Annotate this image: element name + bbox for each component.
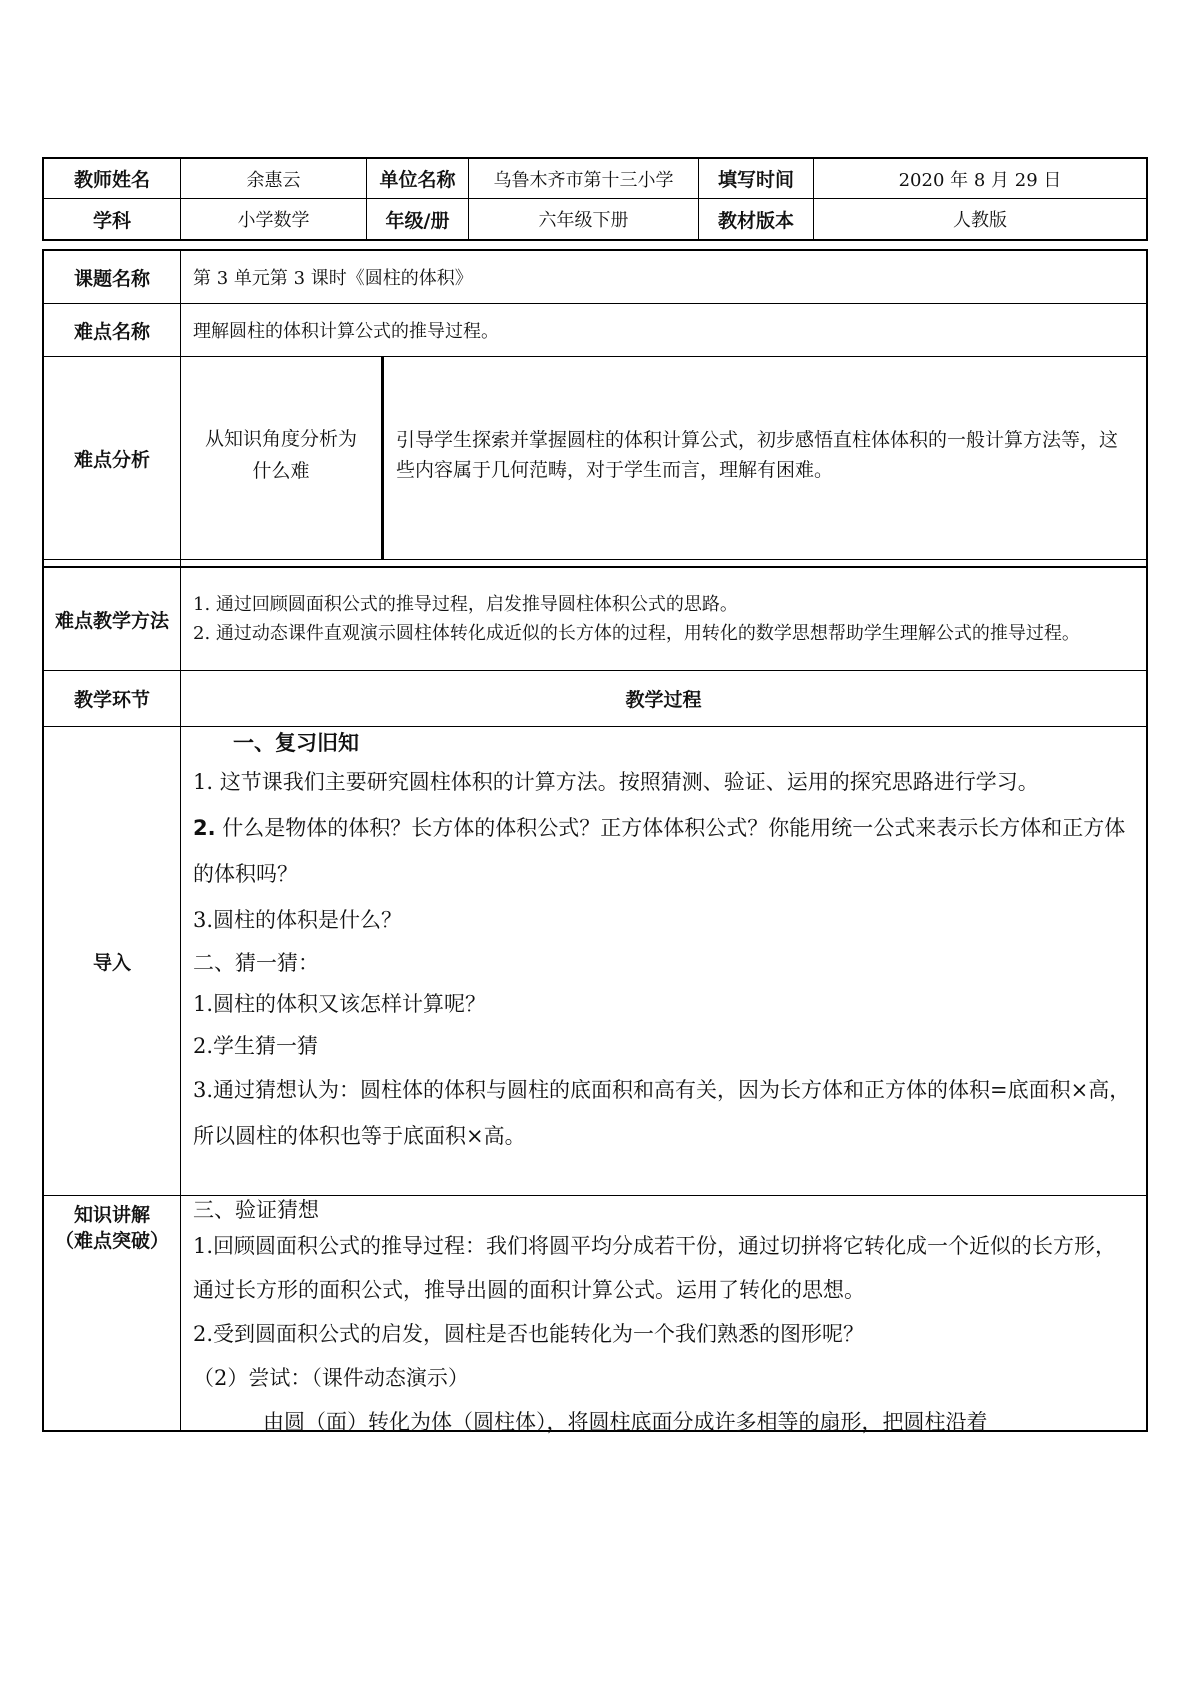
explain-heading: 三、验证猜想: [193, 1198, 319, 1222]
method-line-2: 2. 通过动态课件直观演示圆柱体转化成近似的长方体的过程，用转化的数学思想帮助学生理解公式的推导过程。: [193, 623, 1080, 644]
analysis-sub-label-cell: [181, 357, 384, 559]
intro-paragraph-2-number: 2.: [193, 816, 216, 840]
grade-value: 六年级下册: [469, 199, 699, 239]
intro-content: [181, 727, 1146, 1195]
analysis-row: [44, 357, 1146, 560]
grade-label: 年级/册: [367, 199, 469, 239]
fill-date-label: 填写时间: [699, 159, 814, 198]
separator-row: [44, 560, 1146, 568]
explain-paragraph-1: 1.回顾圆面积公式的推导过程：我们将圆平均分成若干份，通过切拼将它转化成一个近似的长方形，通过长方形的面积公式，推导出圆的面积计算公式。运用了转化的思想。: [193, 1234, 1117, 1302]
header-table: [42, 157, 1148, 241]
topic-label: 课题名称: [44, 251, 181, 303]
explain-row: [44, 1196, 1146, 1434]
intro-question-2: 2.学生猜一猜: [193, 1034, 319, 1058]
explain-label-line-1: 知识讲解: [73, 1204, 150, 1226]
lesson-plan-page: [42, 157, 1148, 1432]
intro-sub-heading: 二、猜一猜：: [193, 951, 319, 975]
edition-value: 人教版: [953, 210, 1007, 231]
explain-paragraph-3: （2）尝试：（课件动态演示）: [193, 1366, 469, 1390]
intro-heading: 一、复习旧知: [233, 731, 359, 755]
subject-value: 小学数学: [181, 199, 367, 239]
method-label: 难点教学方法: [44, 568, 181, 670]
explain-paragraph-2: 2.受到圆面积公式的启发，圆柱是否也能转化为一个我们熟悉的图形呢？: [193, 1322, 865, 1346]
method-value-cell: [181, 568, 1146, 670]
subject-label: 学科: [44, 199, 181, 239]
intro-label: 导入: [44, 727, 181, 1195]
intro-question-1: 1.圆柱的体积又该怎样计算呢？: [193, 992, 487, 1016]
analysis-label: 难点分析: [44, 357, 181, 559]
topic-value: 第 3 单元第 3 课时《圆柱的体积》: [193, 268, 473, 289]
explain-label-line-2: （难点突破）: [54, 1230, 169, 1252]
explain-content: [181, 1196, 1146, 1434]
header-row-1: [44, 159, 1146, 199]
process-header-row: [44, 671, 1146, 727]
unit-name-value: 乌鲁木齐市第十三小学: [469, 159, 699, 198]
intro-paragraph-1: 1. 这节课我们主要研究圆柱体积的计算方法。按照猜测、验证、运用的探究思路进行学习。: [193, 770, 1039, 794]
explain-paragraph-4: 由圆（面）转化为体（圆柱体），将圆柱底面分成许多相等的扇形，把圆柱沿着: [263, 1410, 988, 1434]
process-header-label: 教学过程: [625, 689, 702, 711]
method-line-1: 1. 通过回顾圆面积公式的推导过程，启发推导圆柱体积公式的思路。: [193, 594, 738, 615]
topic-row: [44, 251, 1146, 304]
header-row-2: [44, 199, 1146, 239]
stage-header-label: 教学环节: [44, 671, 181, 726]
edition-label: 教材版本: [699, 199, 814, 239]
intro-paragraph-2-text: 什么是物体的体积？长方体的体积公式？正方体体积公式？你能用统一公式来表示长方体和正方体的体积吗？: [193, 816, 1126, 886]
intro-question-3: 3.通过猜想认为：圆柱体的体积与圆柱的底面积和高有关，因为长方体和正方体的体积=底面积×高，所以圆柱的体积也等于底面积×高。: [193, 1078, 1131, 1148]
unit-name-label: 单位名称: [367, 159, 469, 198]
difficulty-label: 难点名称: [44, 304, 181, 356]
intro-row: [44, 727, 1146, 1196]
fill-date-value: 2020 年 8 月 29 日: [898, 169, 1062, 191]
main-table: [42, 249, 1148, 1432]
method-row: [44, 568, 1146, 671]
analysis-value: 引导学生探索并掌握圆柱的体积计算公式，初步感悟直柱体体积的一般计算方法等，这些内容属于几何范畴，对于学生而言，理解有困难。: [396, 429, 1119, 481]
intro-paragraph-2: [193, 805, 1136, 897]
intro-paragraph-3: 3.圆柱的体积是什么？: [193, 908, 403, 932]
analysis-value-cell: [384, 357, 1146, 559]
explain-label-cell: [44, 1196, 181, 1430]
teacher-name-label: 教师姓名: [44, 159, 181, 198]
teacher-name-value: 余惠云: [181, 159, 367, 198]
analysis-sub-label: 从知识角度分析为什么难: [204, 428, 357, 482]
difficulty-row: [44, 304, 1146, 357]
difficulty-value: 理解圆柱的体积计算公式的推导过程。: [193, 321, 499, 342]
